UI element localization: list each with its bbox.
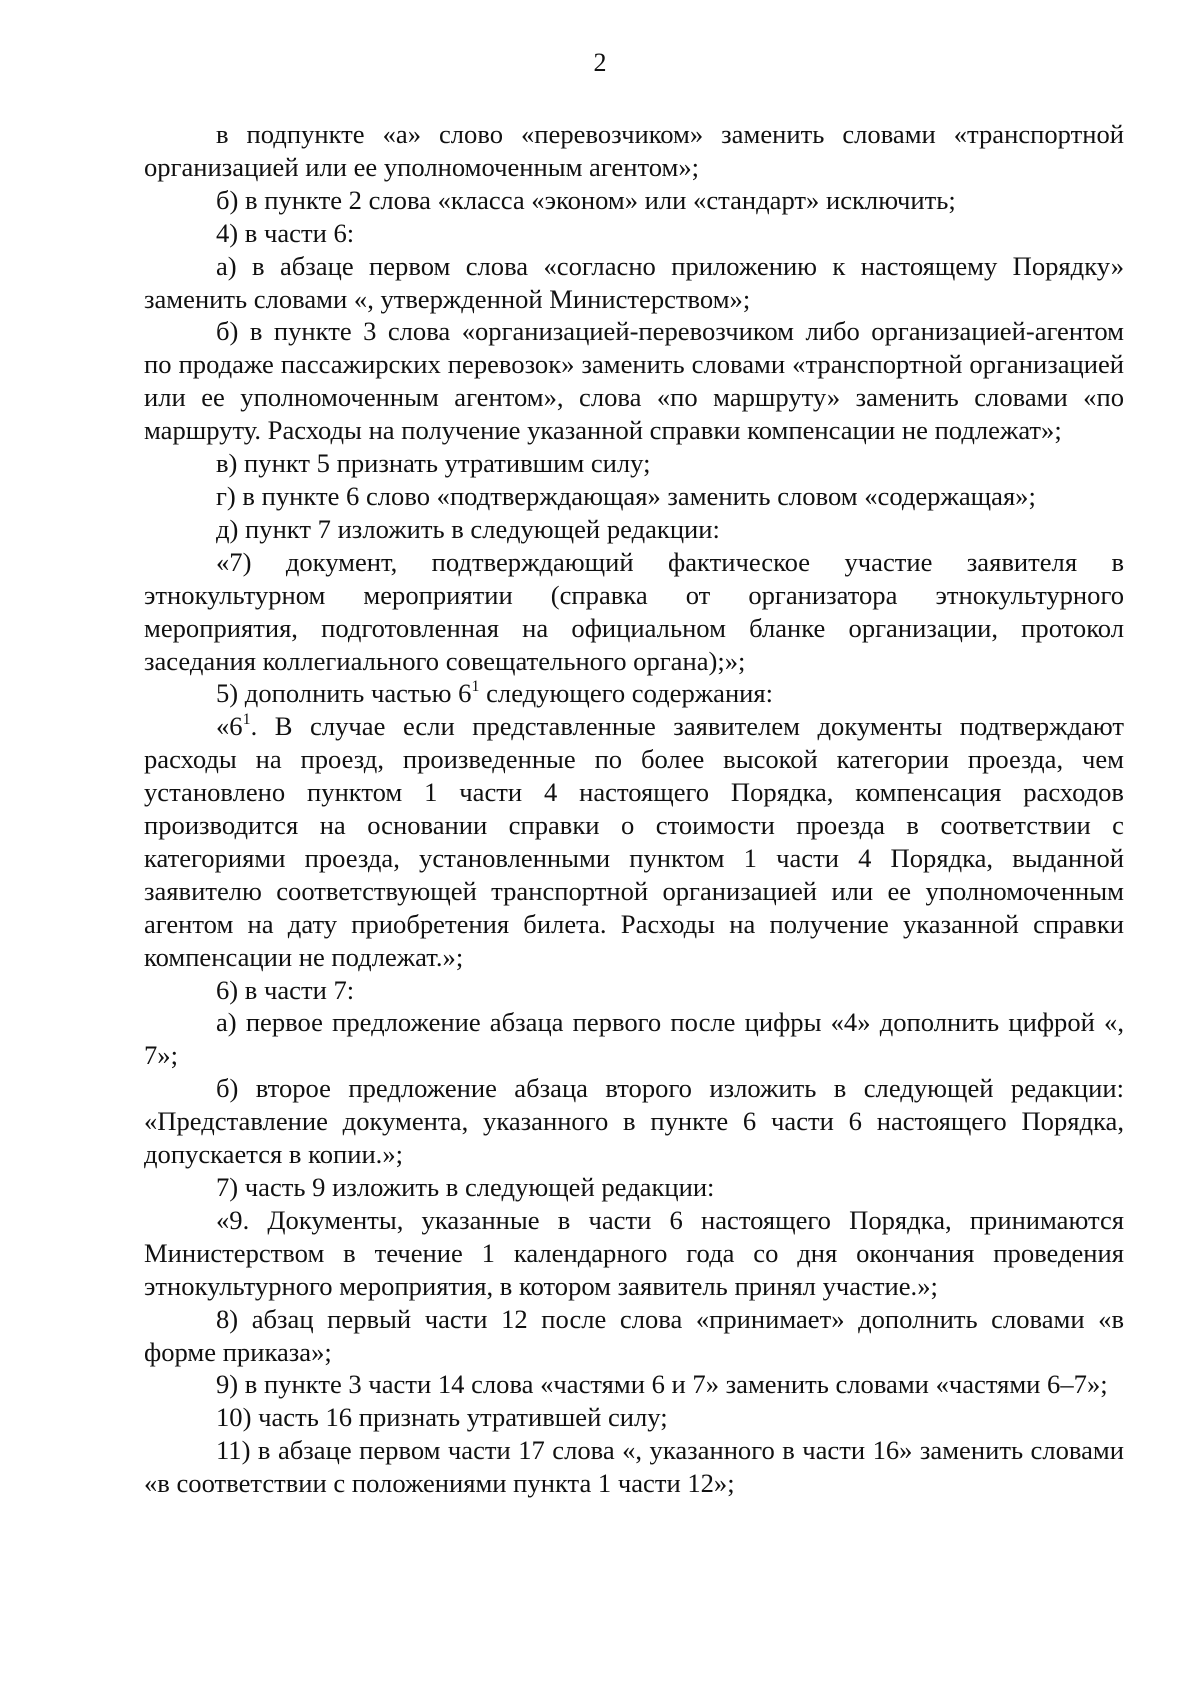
paragraph: б) в пункте 2 слова «класса «эконом» или «стандарт» исключить; bbox=[216, 184, 956, 215]
paragraph-text: 5) дополнить частью 6 bbox=[216, 678, 472, 709]
paragraph-text: «6 bbox=[216, 711, 243, 742]
page-number: 2 bbox=[593, 48, 607, 77]
paragraph bbox=[144, 677, 1124, 710]
paragraph: б) второе предложение абзаца второго изложить в следующей редакции: «Представление документа, указанного в пункте 6 части 6 настоящего Порядка, допускается в копии.»; bbox=[144, 1073, 1124, 1170]
paragraph-text: следующего содержания: bbox=[479, 678, 774, 709]
superscript: 1 bbox=[242, 711, 251, 729]
paragraph-text: . В случае если представленные заявителем документы подтверждают расходы на проезд, произведенные по более высокой категории проезда, чем установлено пунктом 1 части 4 настоящего Порядка, компенсация расходов производится на основании справки о стоимости проезда в соответствии с категориями проезда, установленными пунктом 1 части 4 Порядка, выданной заявителю соответствующей транспортной организацией или ее уполномоченным агентом на дату приобретения билета. Расходы на получение указанной справки компенсации не подлежат.»; bbox=[144, 711, 1124, 972]
paragraph: 6) в части 7: bbox=[216, 974, 355, 1005]
paragraph: «9. Документы, указанные в части 6 настоящего Порядка, принимаются Министерством в течение 1 календарного года со дня окончания проведения этнокультурного мероприятия, в котором заявитель принял участие.»; bbox=[144, 1204, 1124, 1301]
document-body bbox=[144, 118, 1124, 1500]
paragraph: 4) в части 6: bbox=[216, 217, 355, 248]
superscript: 1 bbox=[471, 678, 480, 696]
paragraph: г) в пункте 6 слово «подтверждающая» заменить словом «содержащая»; bbox=[216, 480, 1036, 511]
paragraph: 11) в абзаце первом части 17 слова «, указанного в части 16» заменить словами «в соответствии с положениями пункта 1 части 12»; bbox=[144, 1435, 1124, 1499]
paragraph: 7) часть 9 изложить в следующей редакции: bbox=[216, 1172, 715, 1202]
paragraph: 8) абзац первый части 12 после слова «принимает» дополнить словами «в форме приказа»; bbox=[144, 1303, 1124, 1367]
paragraph bbox=[144, 710, 1124, 973]
paragraph: в) пункт 5 признать утратившим силу; bbox=[216, 448, 651, 479]
paragraph: 9) в пункте 3 части 14 слова «частями 6 и 7» заменить словами «частями 6–7»; bbox=[216, 1369, 1108, 1400]
paragraph: а) первое предложение абзаца первого после цифры «4» дополнить цифрой «, 7»; bbox=[144, 1007, 1124, 1071]
paragraph: а) в абзаце первом слова «согласно приложению к настоящему Порядку» заменить словами «, утвержденной Министерством»; bbox=[144, 250, 1124, 314]
paragraph: 10) часть 16 признать утратившей силу; bbox=[216, 1402, 668, 1433]
paragraph: «7) документ, подтверждающий фактическое участие заявителя в этнокультурном мероприятии (справка от организатора этнокультурного мероприятия, подготовленная на официальном бланке организации, протокол заседания коллегиального совещательного органа);»; bbox=[144, 546, 1124, 676]
paragraph: б) в пункте 3 слова «организацией-перевозчиком либо организацией-агентом по продаже пассажирских перевозок» заменить словами «транспортной организацией или ее уполномоченным агентом», слова «по маршруту» заменить словами «по маршруту. Расходы на получение указанной справки компенсации не подлежат»; bbox=[144, 316, 1124, 446]
paragraph: д) пункт 7 изложить в следующей редакции: bbox=[216, 513, 720, 544]
paragraph: в подпункте «а» слово «перевозчиком» заменить словами «транспортной организацией или ее уполномоченным агентом»; bbox=[144, 119, 1124, 182]
